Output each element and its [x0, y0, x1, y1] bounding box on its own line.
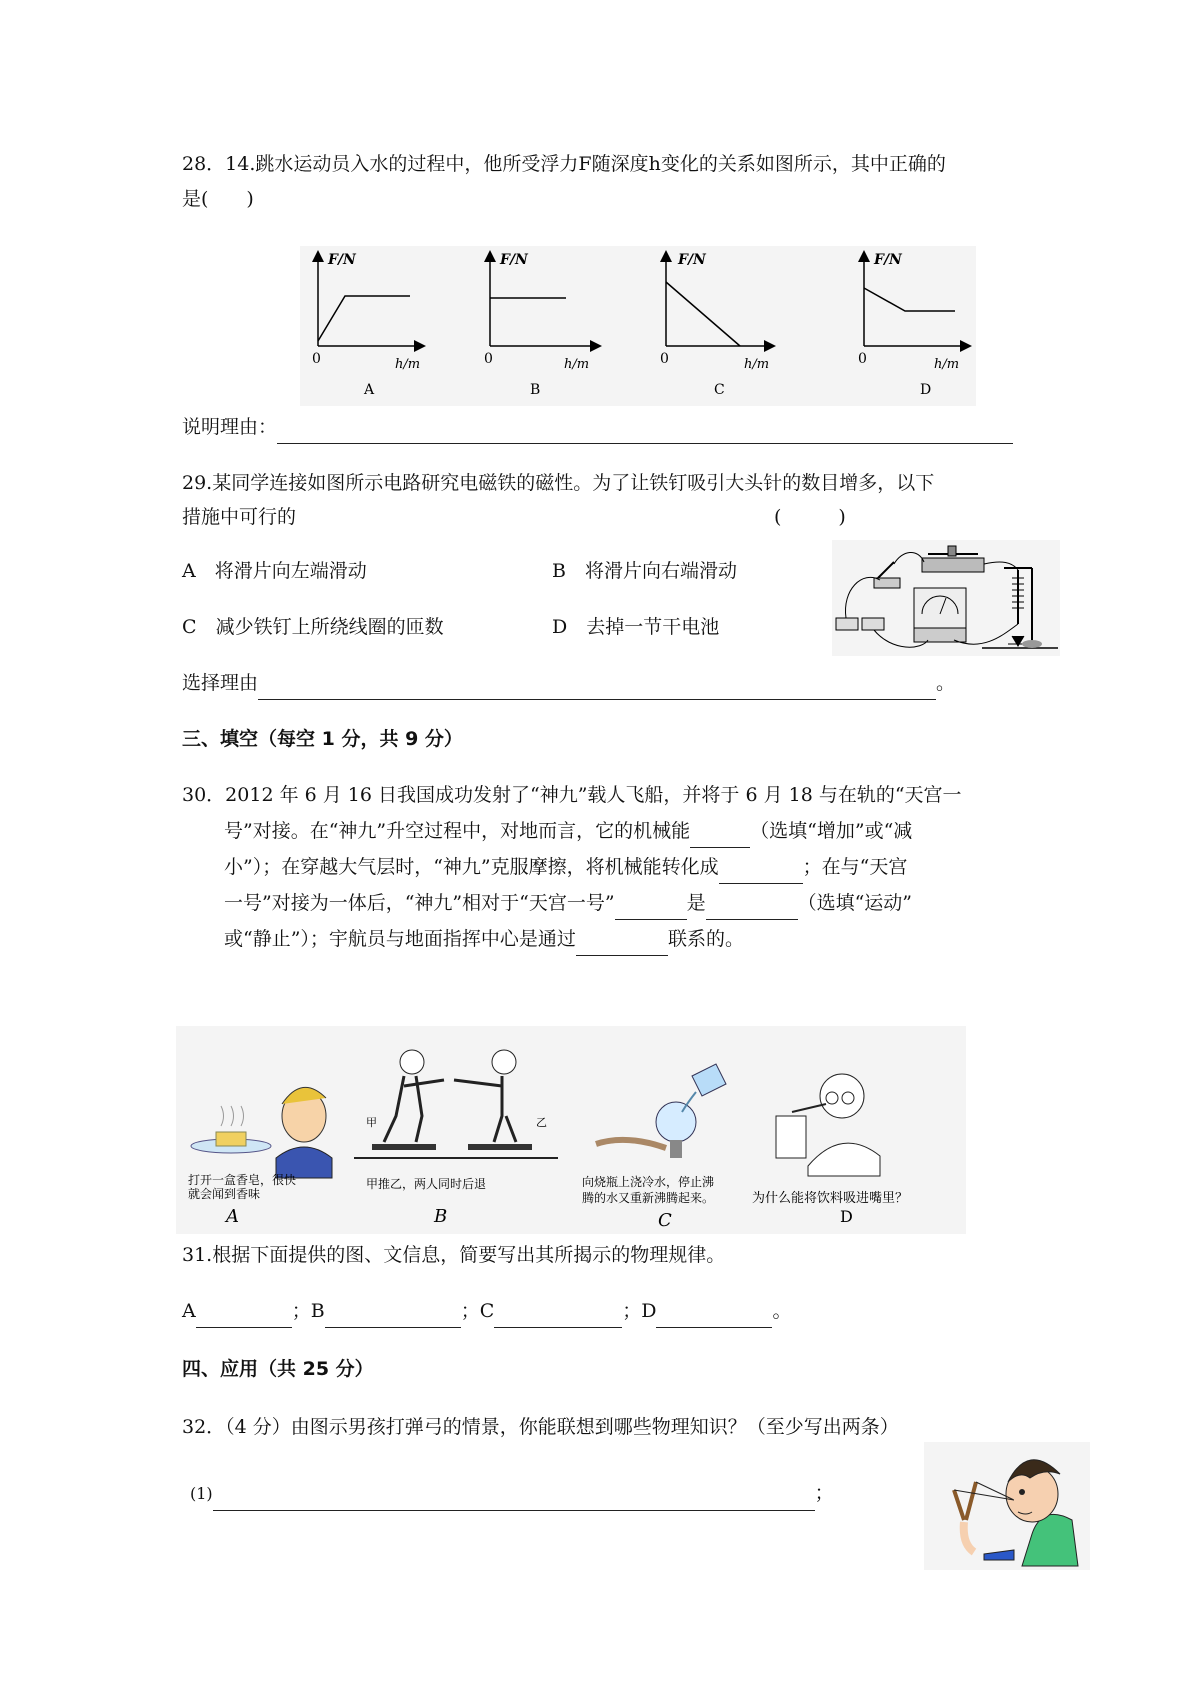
q32-item-1-end: ；	[814, 1482, 834, 1504]
q29-option-b-text: 将滑片向右端滑动	[584, 560, 737, 582]
q30-line3	[224, 850, 907, 884]
q28-reason-row	[182, 410, 1013, 444]
graph-a-letter: A	[364, 382, 375, 398]
q28-graphs-figure	[300, 246, 976, 406]
graph-b-ylabel: F/N	[500, 252, 528, 268]
figure-b-push-icon	[354, 1050, 558, 1227]
q30-line2	[224, 814, 912, 848]
graph-d-xlabel: h/m	[934, 357, 960, 372]
q29-stem-line1: 29.某同学连接如图所示电路研究电磁铁的磁性。为了让铁钉吸引大头针的数目增多，以下	[182, 472, 935, 494]
graph-b-letter: B	[530, 382, 541, 398]
q30-blank-5[interactable]	[576, 931, 668, 956]
graph-a-origin: 0	[312, 351, 321, 367]
q28-reason-blank[interactable]	[277, 419, 1013, 444]
q29-circuit-figure	[832, 540, 1060, 656]
graph-d-ylabel: F/N	[874, 252, 902, 268]
figure-b-jia: 甲	[366, 1116, 377, 1129]
graph-d-origin: 0	[858, 351, 867, 367]
q29-option-d[interactable]	[552, 610, 719, 644]
q30-line3-text-a: 小”）；在穿越大气层时，“神九”克服摩擦，将机械能转化成	[224, 856, 719, 878]
figure-a-caption-1: 打开一盒香皂，很快	[188, 1173, 297, 1187]
q31-figure-strip	[176, 1026, 966, 1234]
graph-d	[858, 252, 966, 398]
graph-d-letter: D	[920, 382, 932, 398]
q30-blank-1[interactable]	[690, 823, 750, 848]
q29-option-b[interactable]	[552, 554, 737, 588]
q30-line4-text-a: 一号”对接为一体后，“神九”相对于“天宫一号”	[224, 892, 615, 914]
q31-stem: 31.根据下面提供的图、文信息，简要写出其所揭示的物理规律。	[182, 1244, 726, 1266]
q29-bracket: ( )	[774, 506, 846, 528]
figure-a-letter: A	[226, 1206, 239, 1227]
q29-reason-row	[182, 666, 955, 700]
q28-reason-label: 说明理由：	[182, 416, 278, 438]
figure-b-letter: B	[434, 1206, 448, 1227]
q28-stem-line2: 是( )	[182, 188, 254, 210]
figure-d-letter: D	[840, 1207, 853, 1226]
graph-d-curve	[864, 288, 955, 311]
figure-c-caption-1: 向烧瓶上浇冷水，停止沸	[582, 1175, 715, 1189]
section-4-title: 四、应用（共 25 分）	[182, 1358, 374, 1380]
graph-a	[312, 252, 420, 398]
q31-label-b: ；B	[291, 1300, 325, 1322]
q31-label-c: ；C	[460, 1300, 495, 1322]
q30-line5-text-a: 或“静止”）；宇航员与地面指挥中心是通过	[224, 928, 576, 950]
figure-b-caption: 甲推乙，两人同时后退	[366, 1177, 487, 1191]
figure-d-straw-icon	[752, 1074, 908, 1226]
figure-a-caption-2: 就会闻到香味	[188, 1187, 261, 1201]
q31-blank-b[interactable]	[325, 1303, 461, 1328]
q29-option-c-key: C	[182, 616, 197, 638]
q30-line3-text-b: ；在与“天宫	[802, 856, 908, 878]
q30-blank-3[interactable]	[615, 895, 687, 920]
q31-blank-c[interactable]	[494, 1303, 622, 1328]
graph-c-xlabel: h/m	[744, 357, 770, 372]
graph-a-ylabel: F/N	[328, 252, 356, 268]
q29-reason-label: 选择理由	[182, 672, 259, 694]
section-3-title: 三、填空（每空 1 分，共 9 分）	[182, 728, 463, 750]
q30-line1: 30．2012 年 6 月 16 日我国成功发射了“神九”载人飞船，并将于 6 月 18 与在轨的“天宫一	[182, 784, 962, 806]
q29-option-a-text: 将滑片向左端滑动	[214, 560, 367, 582]
q31-blank-d[interactable]	[656, 1303, 772, 1328]
figure-b-yi: 乙	[536, 1116, 547, 1129]
q30-line2-text-a: 号”对接。在“神九”升空过程中，对地而言，它的机械能	[224, 820, 691, 842]
q30-blank-4[interactable]	[706, 895, 798, 920]
q30-line5-text-b: 联系的。	[667, 928, 744, 950]
q29-option-d-key: D	[552, 616, 568, 638]
q29-option-a[interactable]	[182, 554, 367, 588]
q31-blank-a[interactable]	[196, 1303, 292, 1328]
q29-reason-end: 。	[936, 672, 956, 694]
q29-option-b-key: B	[552, 560, 566, 582]
boy-slingshot-icon	[924, 1442, 1090, 1570]
q30-blank-2[interactable]	[719, 859, 803, 884]
q29-option-a-key: A	[182, 560, 196, 582]
q30-line2-text-b: （选填“增加”或“减	[750, 820, 913, 842]
q32-item-1-label: (1)	[190, 1484, 213, 1503]
q32-item-1-row	[190, 1476, 834, 1511]
q29-option-c-text: 减少铁钉上所绕线圈的匝数	[215, 616, 444, 638]
q29-reason-blank[interactable]	[258, 675, 936, 700]
graph-b-xlabel: h/m	[564, 357, 590, 372]
q31-figures-svg	[176, 1026, 966, 1234]
graph-c	[660, 252, 770, 398]
q29-option-d-text: 去掉一节干电池	[586, 616, 720, 638]
q30-line4	[224, 886, 912, 920]
q29-stem-line2: 措施中可行的	[182, 506, 297, 528]
q28-stem-line1: 28．14.跳水运动员入水的过程中，他所受浮力F随深度h变化的关系如图所示，其中正确的	[182, 153, 946, 175]
q30-line4-text-b: 是	[686, 892, 706, 914]
q32-stem: 32．（4 分）由图示男孩打弹弓的情景，你能联想到哪些物理知识？（至少写出两条）	[182, 1416, 899, 1438]
figure-a-smell-icon	[188, 1087, 332, 1227]
figure-d-caption: 为什么能将饮料吸进嘴里？	[752, 1191, 909, 1206]
graph-b	[484, 252, 596, 398]
graph-c-letter: C	[714, 382, 725, 398]
graph-b-origin: 0	[484, 351, 493, 367]
q28-graphs-svg	[300, 246, 976, 406]
figure-c-flask-icon	[582, 1064, 726, 1231]
figure-c-caption-2: 腾的水又重新沸腾起来。	[582, 1191, 715, 1205]
graph-a-xlabel: h/m	[395, 357, 421, 372]
graph-c-curve	[666, 282, 740, 346]
figure-c-letter: C	[658, 1210, 672, 1231]
circuit-diagram-icon	[832, 540, 1060, 656]
q32-slingshot-figure	[924, 1442, 1090, 1570]
q29-option-c[interactable]	[182, 610, 444, 644]
q31-end: 。	[772, 1300, 792, 1322]
q30-line5	[224, 922, 744, 956]
q32-item-1-blank[interactable]	[213, 1486, 815, 1511]
q30-line4-text-c: （选填“运动”	[797, 892, 913, 914]
q31-answer-row	[182, 1294, 792, 1328]
q31-label-d: ；D	[622, 1300, 657, 1322]
graph-c-ylabel: F/N	[678, 252, 706, 268]
graph-c-origin: 0	[660, 351, 669, 367]
graph-a-curve	[318, 296, 410, 341]
q31-label-a: A	[182, 1300, 196, 1322]
